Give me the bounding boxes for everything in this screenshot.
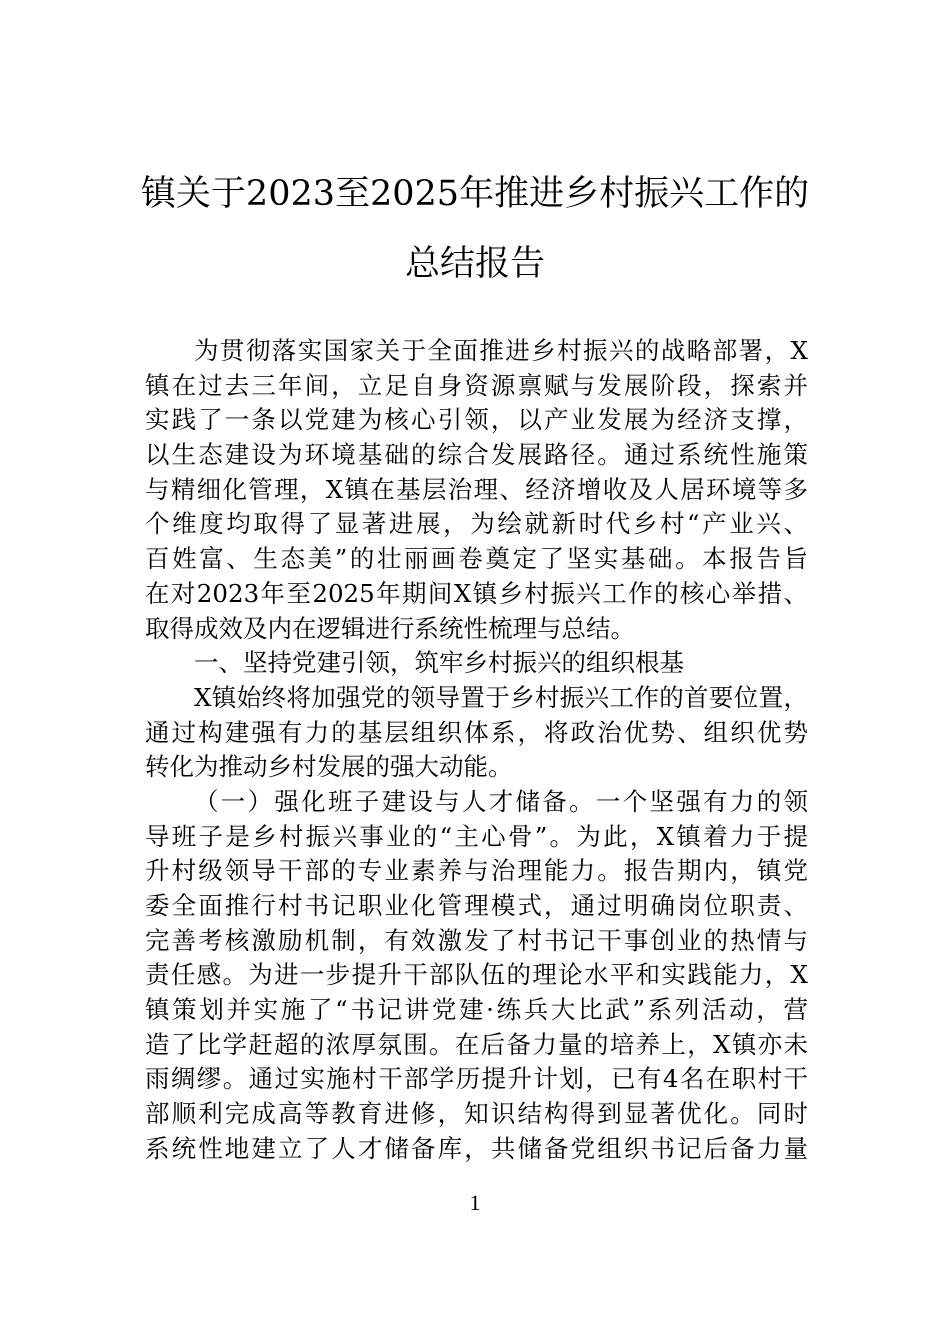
paragraph-line: X镇始终将加强党的领导置于乡村振兴工作的首要位置， (194, 682, 808, 712)
paragraph-line: 取得成效及内在逻辑进行系统性梳理与总结。 (145, 613, 635, 643)
paragraph-line: 个维度均取得了显著进展，为绘就新时代乡村“产业兴、 (145, 509, 808, 539)
paragraph-line: 百姓富、生态美”的壮丽画卷奠定了坚实基础。本报告旨 (145, 544, 808, 574)
paragraph-line: 转化为推动乡村发展的强大动能。 (145, 752, 513, 782)
paragraph-line: 部顺利完成高等教育进修，知识结构得到显著优化。同时 (145, 1099, 808, 1129)
paragraph-line: 完善考核激励机制，有效激发了村书记干事创业的热情与 (145, 925, 808, 955)
paragraph-line: （一）强化班子建设与人才储备。一个坚强有力的领 (194, 786, 808, 816)
document-title-line-1: 镇关于2023至2025年推进乡村振兴工作的 (140, 174, 810, 214)
document-body (145, 334, 808, 1167)
paragraph-line: 镇在过去三年间，立足自身资源禀赋与发展阶段，探索并 (145, 370, 808, 400)
paragraph-line: 镇策划并实施了“书记讲党建·练兵大比武”系列活动，营 (145, 995, 808, 1025)
paragraph-line: 与精细化管理，X镇在基层治理、经济增收及人居环境等多 (145, 474, 808, 504)
document-title-line-2: 总结报告 (404, 244, 545, 284)
paragraph-line: 委全面推行村书记职业化管理模式，通过明确岗位职责、 (145, 891, 808, 920)
paragraph-line: 导班子是乡村振兴事业的“主心骨”。为此，X镇着力于提 (145, 821, 808, 851)
paragraph-line: 在对2023年至2025年期间X镇乡村振兴工作的核心举措、 (145, 578, 808, 608)
section-heading: 一、坚持党建引领，筑牢乡村振兴的组织根基 (194, 648, 684, 678)
paragraph-line: 为贯彻落实国家关于全面推进乡村振兴的战略部署，X (194, 336, 808, 365)
paragraph-line: 实践了一条以党建为核心引领，以产业发展为经济支撑， (145, 405, 808, 435)
paragraph-line: 造了比学赶超的浓厚氛围。在后备力量的培养上，X镇亦未 (145, 1029, 808, 1059)
paragraph-line: 通过构建强有力的基层组织体系，将政治优势、组织优势 (145, 717, 808, 747)
page-number: 1 (469, 1190, 481, 1215)
paragraph-line: 雨绸缪。通过实施村干部学历提升计划，已有4名在职村干 (145, 1064, 808, 1094)
paragraph-line: 责任感。为进一步提升干部队伍的理论水平和实践能力，X (145, 960, 808, 990)
paragraph-line: 升村级领导干部的专业素养与治理能力。报告期内，镇党 (145, 856, 808, 886)
paragraph-line: 系统性地建立了人才储备库，共储备党组织书记后备力量 (145, 1133, 808, 1163)
paragraph-line: 以生态建设为环境基础的综合发展路径。通过系统性施策 (145, 440, 808, 470)
